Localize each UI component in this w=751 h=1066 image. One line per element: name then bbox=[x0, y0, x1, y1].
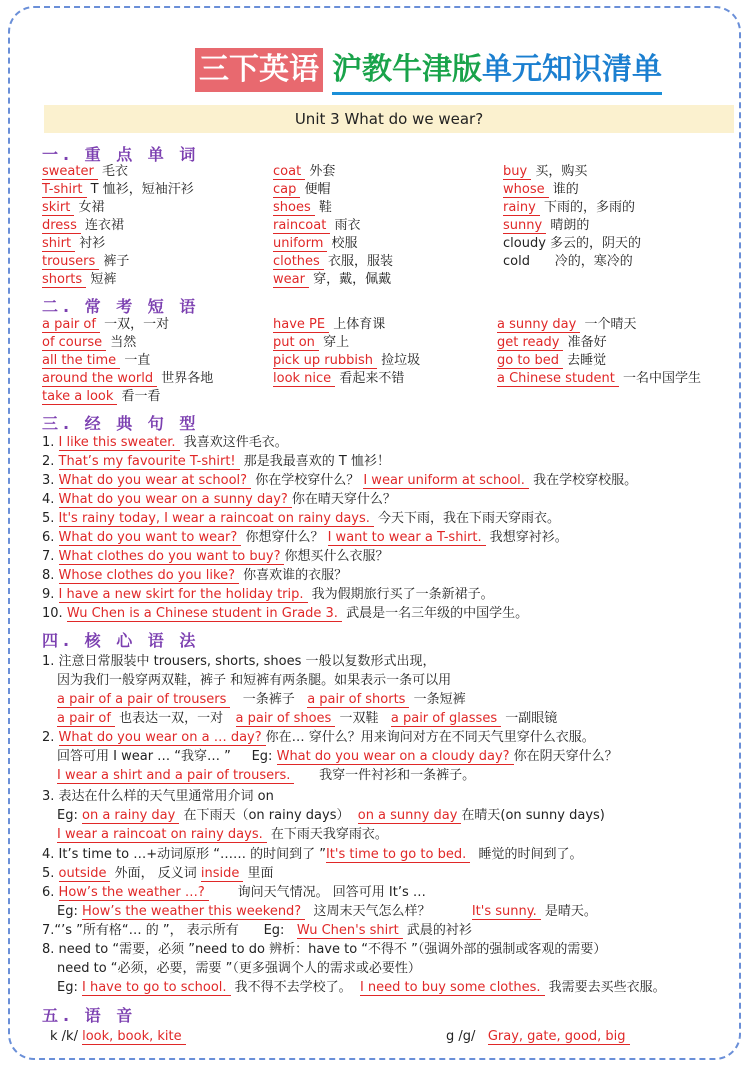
grammar-line: 3. 表达在什么样的天气里通常用介词 on bbox=[42, 789, 274, 804]
grammar-line: Eg: How’s the weather this weekend? 这周末天气怎么样？ It's sunny. 是晴天。 bbox=[57, 904, 597, 919]
title-grade: 三下英语 bbox=[195, 48, 323, 92]
sentence-item: 3. What do you wear at school? 你在学校穿什么？ I wear uniform at school. 我在学校穿校服。 bbox=[42, 473, 638, 488]
grammar-line: 6. How’s the weather …? 询问天气情况。 回答可用 It’s … bbox=[42, 885, 426, 900]
grammar-line: 1. 注意日常服装中 trousers, shorts, shoes 一般以复数形式出现， bbox=[42, 654, 436, 669]
section-heading-grammar: 四. 核 心 语 法 bbox=[42, 631, 201, 650]
word-item: shorts 短裤 bbox=[42, 272, 117, 287]
phonics-g: g /g/ Gray, gate, good, big bbox=[446, 1028, 630, 1046]
grammar-line: 回答可用 I wear … “我穿… ” Eg: What do you wear on a cloudy day? 你在阴天穿什么？ bbox=[57, 749, 618, 764]
word-item: buy 买，购买 bbox=[503, 164, 588, 179]
word-item: clothes 衣服，服装 bbox=[273, 254, 393, 269]
sentence-item: 9. I have a new skirt for the holiday trip. 我为假期旅行买了一条新裙子。 bbox=[42, 587, 494, 602]
word-item: coat 外套 bbox=[273, 164, 336, 179]
grammar-line: I wear a raincoat on rainy days. 在下雨天我穿雨衣。 bbox=[57, 827, 388, 842]
sentence-item: 10. Wu Chen is a Chinese student in Grade 3. 武晨是一名三年级的中国学生。 bbox=[42, 606, 529, 621]
sentence-item: 1. I like this sweater. 我喜欢这件毛衣。 bbox=[42, 435, 288, 450]
sentence-item: 2. That’s my favourite T-shirt! 那是我最喜欢的 T 恤衫！ bbox=[42, 454, 391, 469]
grammar-line: need to “必须，必要，需要 ”（更多强调个人的需求或必要性） bbox=[57, 961, 421, 976]
title-main bbox=[332, 48, 662, 95]
sentence-item: 7. What clothes do you want to buy? 你想买什么衣服？ bbox=[42, 549, 389, 564]
phrase-item: put on 穿上 bbox=[273, 335, 350, 350]
word-item: cold 冷的，寒冷的 bbox=[503, 254, 633, 269]
word-item: cloudy 多云的，阴天的 bbox=[503, 236, 642, 251]
word-item: shirt 衬衫 bbox=[42, 236, 106, 251]
unit-banner: Unit 3 What do we wear? bbox=[44, 105, 734, 133]
grammar-line: 8. need to “需要，必须 ”need to do 辨析：have to “不得不 ”（强调外部的强制或客观的需要） bbox=[42, 942, 607, 957]
page-title bbox=[0, 48, 751, 92]
section-heading-phonics: 五. 语 音 bbox=[42, 1006, 138, 1025]
word-item: shoes 鞋 bbox=[273, 200, 332, 215]
grammar-line: I wear a shirt and a pair of trousers. 我穿一件衬衫和一条裤子。 bbox=[57, 768, 476, 783]
sentence-item: 4. What do you wear on a sunny day? 你在晴天穿什么？ bbox=[42, 492, 396, 507]
sentence-item: 8. Whose clothes do you like? 你喜欢谁的衣服？ bbox=[42, 568, 348, 583]
grammar-line: Eg: I have to go to school. 我不得不去学校了。 I need to buy some clothes. 我需要去买些衣服。 bbox=[57, 980, 666, 995]
word-item: cap 便帽 bbox=[273, 182, 331, 197]
phrase-item: have PE 上体育课 bbox=[273, 317, 386, 332]
word-item: T-shirt T 恤衫，短袖汗衫 bbox=[42, 182, 194, 197]
sentence-item: 5. It's rainy today, I wear a raincoat on rainy days. 今天下雨，我在下雨天穿雨衣。 bbox=[42, 511, 561, 526]
word-item: raincoat 雨衣 bbox=[273, 218, 361, 233]
phrase-item: a pair of 一双，一对 bbox=[42, 317, 170, 332]
grammar-line: 因为我们一般穿两双鞋，裤子 和短裤有两条腿。如果表示一条可以用 bbox=[57, 673, 452, 688]
title-subject: 单元知识清单 bbox=[482, 52, 662, 87]
phrase-item: of course 当然 bbox=[42, 335, 137, 350]
grammar-line: 2. What do you wear on a … day? 你在… 穿什么？用来询问对方在不同天气里穿什么衣服。 bbox=[42, 730, 595, 745]
section-heading-phrases: 二. 常 考 短 语 bbox=[42, 297, 201, 316]
grammar-line: 5. outside 外面， 反义词 inside 里面 bbox=[42, 866, 274, 881]
phrase-item: all the time 一直 bbox=[42, 353, 151, 368]
phrase-item: pick up rubbish 捡垃圾 bbox=[273, 353, 421, 368]
grammar-line: a pair of 也表达一双，一对 a pair of shoes 一双鞋 a pair of glasses 一副眼镜 bbox=[57, 711, 558, 726]
word-item: sweater 毛衣 bbox=[42, 164, 128, 179]
section-heading-sentences: 三. 经 典 句 型 bbox=[42, 414, 201, 433]
grammar-line: Eg: on a rainy day 在下雨天（on rainy days） on a sunny day 在晴天(on sunny days) bbox=[57, 808, 605, 823]
word-item: sunny 晴朗的 bbox=[503, 218, 590, 233]
word-item: uniform 校服 bbox=[273, 236, 358, 251]
phrase-item: get ready 准备好 bbox=[497, 335, 607, 350]
phonics-k: k /k/ look, book, kite bbox=[50, 1028, 186, 1046]
grammar-line: a pair of a pair of trousers 一条裤子 a pair of shorts 一条短裤 bbox=[57, 692, 466, 707]
phrase-item: a sunny day 一个晴天 bbox=[497, 317, 637, 332]
word-item: rainy 下雨的，多雨的 bbox=[503, 200, 636, 215]
grammar-line: 4. It’s time to …+动词原形 “…… 的时间到了 ”It's time to go to bed. 睡觉的时间到了。 bbox=[42, 847, 583, 862]
sentence-item: 6. What do you want to wear? 你想穿什么？ I want to wear a T-shirt. 我想穿衬衫。 bbox=[42, 530, 568, 545]
section-heading-words: 一. 重 点 单 词 bbox=[42, 145, 201, 164]
word-item: skirt 女裙 bbox=[42, 200, 105, 215]
phrase-item: look nice 看起来不错 bbox=[273, 371, 405, 386]
title-edition: 沪教牛津版 bbox=[332, 52, 482, 87]
word-item: whose 谁的 bbox=[503, 182, 579, 197]
phrase-item: go to bed 去睡觉 bbox=[497, 353, 607, 368]
phrase-item: take a look 看一看 bbox=[42, 389, 161, 404]
grammar-line: 7.“’s ”所有格“… 的 ”， 表示所有 Eg: Wu Chen's shirt 武晨的衬衫 bbox=[42, 923, 472, 938]
phrase-item: around the world 世界各地 bbox=[42, 371, 214, 386]
word-item: trousers 裤子 bbox=[42, 254, 130, 269]
phrase-item: a Chinese student 一名中国学生 bbox=[497, 371, 702, 386]
word-item: wear 穿，戴，佩戴 bbox=[273, 272, 392, 287]
word-item: dress 连衣裙 bbox=[42, 218, 125, 233]
